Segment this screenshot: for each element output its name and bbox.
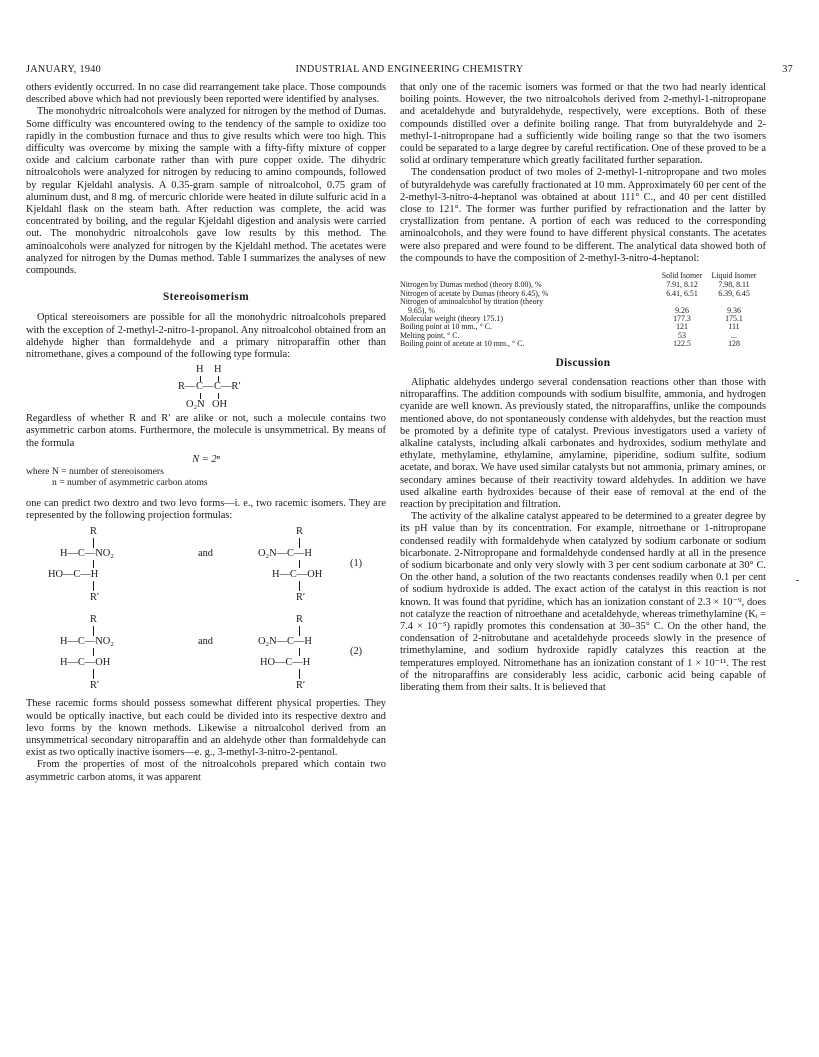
- stereoisomer-formula: N = 2ⁿ: [192, 453, 220, 465]
- paragraph: one can predict two dextro and two levo forms—i. e., two racemic isomers. They are represented by the following projection formulas:: [26, 497, 386, 522]
- equation-number: (1): [350, 558, 363, 570]
- projection-bond: [93, 560, 94, 568]
- paragraph: Optical stereoisomers are possible for all the monohydric nitroalcohols prepared with the exception of 2-methyl-2-nitro-1-propanol. Any nitroalcohol obtained from an aldehyde higher than formaldehyde and a primary nitroparaffin other than nitromethane, gives a compound of the following type formula:: [26, 312, 386, 361]
- projection-row: H—C—OH: [272, 569, 323, 581]
- projection-row: H—C—NO₂: [60, 548, 114, 560]
- formula-bond: —: [203, 381, 214, 393]
- table-cell: 7.98, 8.11: [718, 280, 750, 290]
- table-cell: 111: [728, 322, 740, 332]
- table-cell: ...: [731, 330, 737, 340]
- paragraph: From the properties of most of the nitroalcohols prepared which contain two asymmetric carbon atoms, it was apparent: [26, 759, 386, 783]
- projection-group: R: [90, 614, 97, 626]
- header-journal: INDUSTRIAL AND ENGINEERING CHEMISTRY: [295, 64, 524, 75]
- table-row-label: Nitrogen of acetate by Dumas (theory 6.45), %: [400, 288, 549, 298]
- projection-bond: [299, 560, 300, 568]
- projection-bond: [299, 669, 300, 679]
- projection-bond: [93, 648, 94, 656]
- table-row: [400, 298, 760, 306]
- table-row-label: Nitrogen of aminoalcohol by titration (theory: [400, 297, 544, 307]
- projection-bond: [93, 669, 94, 679]
- projection-row: HO—C—H: [48, 569, 99, 581]
- table-cell: 9.26: [675, 305, 689, 315]
- projection-row: O₂N—C—H: [258, 548, 312, 560]
- table-cell: 9.36: [727, 305, 741, 315]
- projection-group: R′: [90, 592, 100, 604]
- projection-group: R′: [296, 680, 306, 692]
- projection-bond: [299, 626, 300, 636]
- table-cell: 121: [676, 322, 688, 332]
- table-header-solid: Solid Isomer: [661, 271, 703, 281]
- paragraph: The monohydric nitroalcohols were analyzed for nitrogen by the method of Dumas. Some difficulty was encountered owing to the tendency of the sample to oxidize too rapidly in the combustion furnace and thus to give results which were too high. This difficulty was overcome by mixing the sample with a fifty-fifty mixture of copper oxide and calcium carbonate rather than with pure copper oxide. The dihydric nitroalcohols were analyzed for nitrogen by reducing to amino compounds, followed by regular Kjeldahl analysis. A 0.35-gram sample of nitroalcohol, 0.75 gram of aluminum dust, and 8 mg. of mercuric chloride were heated in dilute sulfuric acid in a Kjeldahl flask on the steam bath. After reduction was complete, the acid was concentrated by boiling, and the regular Kjeldahl digestion and analysis were carried out. The monohydric nitroalcohols gave low results by this method. The aminoalcohols were analyzed for nitrogen by the Kjeldahl method. The acetates were analyzed for nitrogen by the Dumas method. Table I summarizes the analyses of new compounds.: [26, 106, 386, 277]
- isomer-constants-table: [400, 271, 760, 349]
- formula-atom: C: [196, 381, 203, 393]
- table-row-label: 9.65), %: [408, 305, 435, 315]
- section-heading-discussion: Discussion: [555, 356, 611, 369]
- projection-group: R′: [296, 592, 306, 604]
- margin-mark: [796, 580, 799, 581]
- formula-atom: H: [196, 364, 204, 376]
- table-cell: 53: [678, 330, 686, 340]
- formula-group: OH: [212, 399, 228, 411]
- paragraph: The activity of the alkaline catalyst appeared to be determined to a greater degree by its pH value than by its concentration. For example, nitroethane or 1-nitropropane condensed readily with formaldehyde when catalyzed by sodium carbonate or sodium bicarbonate. 2-Nitropropane and formaldehyde condensed hardly at all in the presence of sodium bicarbonate and only very slowly with 3 per cent sodium carbonate at 30° C. On the other hand, a solution of the two reactants condenses readily when 0.1 per cent of sodium hydroxide is added. The exact action of the catalyst in this reaction is not known. It was found that pyridine, which has an ionization constant of 2.3 × 10⁻⁹, does not catalyze the reaction of nitroethane and acetaldehyde, whereas trimethylamine (Kᵢ = 7.4 × 10⁻⁵) rapidly promotes this condensation at 30–35° C. On the other hand, the condensation of 2-nitrobutane and acetaldehyde proceeds slowly in the presence of trimethylamine, and sodium hydroxide rapidly catalyzes this reaction at the temperatures employed. Nitromethane has an ionization constant of 1 × 10⁻¹¹. The rest of the nitroparaffins are considerably less acidic, carbonic acid being capable of liberating them from their salts. It is believed that: [400, 511, 766, 693]
- table-cell: 128: [728, 339, 740, 349]
- projection-row: H—C—NO₂: [60, 636, 114, 648]
- projection-bond: [299, 581, 300, 591]
- formula-group: R—: [178, 381, 196, 393]
- section-heading-stereoisomerism: Stereoisomerism: [162, 291, 250, 304]
- table-row-label: Boiling point at 10 mm., ° C.: [400, 322, 492, 332]
- right-column: [400, 82, 766, 694]
- formula-atom: C: [214, 381, 221, 393]
- paragraph: Aliphatic aldehydes undergo several condensation reactions other than those with nitroparaffins. The addition compounds with sodium bisulfite, ammonia, and hydrogen cyanide are well known. As previously stated, the nitroparaffins, unlike the compounds mentioned above, do not spontaneously condense with aldehydes, but the reaction must be promoted by a definite type of catalyst. Previous investigators used a variety of alkaline catalysts, including alkali carbonates and hydroxides, sodium methylate and ethylate, methylamine, ethylamine, amylamine, piperidine, sodium sulfite, sodium acetate, and borax. We have used similar catalysts but not ammonia, primary amines, or secondary amines because of their reactivity toward aldehydes. In addition we have used alkaline earth hydroxides because of their ease of removal at the end of the reaction by precipitation and filtration.: [400, 376, 766, 510]
- definition-line: where N = number of stereoisomers: [26, 466, 164, 478]
- definition-line: n = number of asymmetric carbon atoms: [52, 477, 208, 489]
- projection-group: R′: [90, 680, 100, 692]
- projection-bond: [93, 538, 94, 548]
- projection-row: H—C—OH: [60, 657, 111, 669]
- table-cell: 175.1: [725, 314, 743, 324]
- table-row-label: Nitrogen by Dumas method (theory 8.00), %: [400, 280, 542, 290]
- projection-bond: [299, 648, 300, 656]
- projection-bond: [93, 626, 94, 636]
- general-structural-formula: [26, 364, 386, 412]
- equation-number: (2): [350, 646, 363, 658]
- table-cell: 177.3: [673, 314, 691, 324]
- page-header: [26, 64, 793, 78]
- table-row-label: Boiling point of acetate at 10 mm., ° C.: [400, 339, 525, 349]
- projection-formulas-2: [26, 614, 386, 712]
- projection-row: HO—C—H: [260, 657, 311, 669]
- projection-bond: [93, 581, 94, 591]
- table-cell: 6.39, 6.45: [718, 288, 750, 298]
- projection-bond: [299, 538, 300, 548]
- projection-conjunction: and: [198, 636, 214, 648]
- header-page-number: 37: [782, 64, 793, 75]
- formula-definitions: [26, 466, 386, 489]
- formula-group: O₂N: [186, 399, 205, 411]
- projection-row: O₂N—C—H: [258, 636, 312, 648]
- paragraph: that only one of the racemic isomers was formed or that the two had nearly identical boiling points. However, the two nitroalcohols derived from 2-methyl-1-nitropropane and acetaldehyde and butyraldehyde, respectively, were exceptions. Both of these compounds distilled over a definite boiling range. That from butyraldehyde and 2-methyl-1-nitropropane had a sufficiently wide boiling range so that the two isomers could be separated to a large degree by careful rectification. One of these proved to be a solid at ordinary temperature which greatly facilitated further separation.: [400, 82, 766, 167]
- paragraph: Regardless of whether R and R′ are alike or not, such a molecule contains two asymmetric carbon atoms. Furthermore, the molecule is unsymmetrical. By means of the formula: [26, 413, 386, 449]
- table-row-label: Melting point, ° C.: [400, 330, 460, 340]
- table-cell: 7.91, 8.12: [666, 280, 698, 290]
- projection-group: R: [296, 614, 303, 626]
- left-column: [26, 82, 386, 784]
- projection-conjunction: and: [198, 548, 214, 560]
- projection-group: R: [90, 526, 97, 538]
- paragraph: These racemic forms should possess somewhat different physical properties. They would be optically inactive, but each could be divided into its respective dextro and levo forms by the known methods. Likewise a nitroalcohol derived from an unsymmetrical secondary nitroparaffin and an aldehyde other than formaldehyde can exist as two optically inactive isomers—e. g., 3-methyl-3-nitro-2-pentanol.: [26, 698, 386, 759]
- formula-atom: H: [214, 364, 222, 376]
- formula-group: —R′: [221, 381, 241, 393]
- table-row-label: Molecular weight (theory 175.1): [400, 314, 503, 324]
- header-date: JANUARY, 1940: [26, 64, 102, 75]
- paragraph: others evidently occurred. In no case did rearrangement take place. Those compounds described above which had not previously been reported were identified by analyses.: [26, 82, 386, 106]
- table-row: [400, 340, 760, 348]
- paragraph: The condensation product of two moles of 2-methyl-1-nitropropane and two moles of butyraldehyde was carefully fractionated at 10 mm. Approximately 60 per cent of the 2-methyl-3-nitro-4-heptanol was obtained at about 111° C., and 40 per cent distilled close to 121°. The former was further purified by refractionation and the latter by crystallization from pentane. A portion of each was reduced to the corresponding aminoalcohols, and they were found to have different physical constants. The acetates were also prepared and were found to be different. The analytical data showed both of the compounds to have the composition of 2-methyl-3-nitro-4-heptanol:: [400, 167, 766, 264]
- projection-group: R: [296, 526, 303, 538]
- projection-formulas-1: [26, 526, 386, 624]
- table-cell: 122.5: [673, 339, 691, 349]
- table-cell: 6.41, 6.51: [666, 288, 698, 298]
- table-header-liquid: Liquid Isomer: [711, 271, 757, 281]
